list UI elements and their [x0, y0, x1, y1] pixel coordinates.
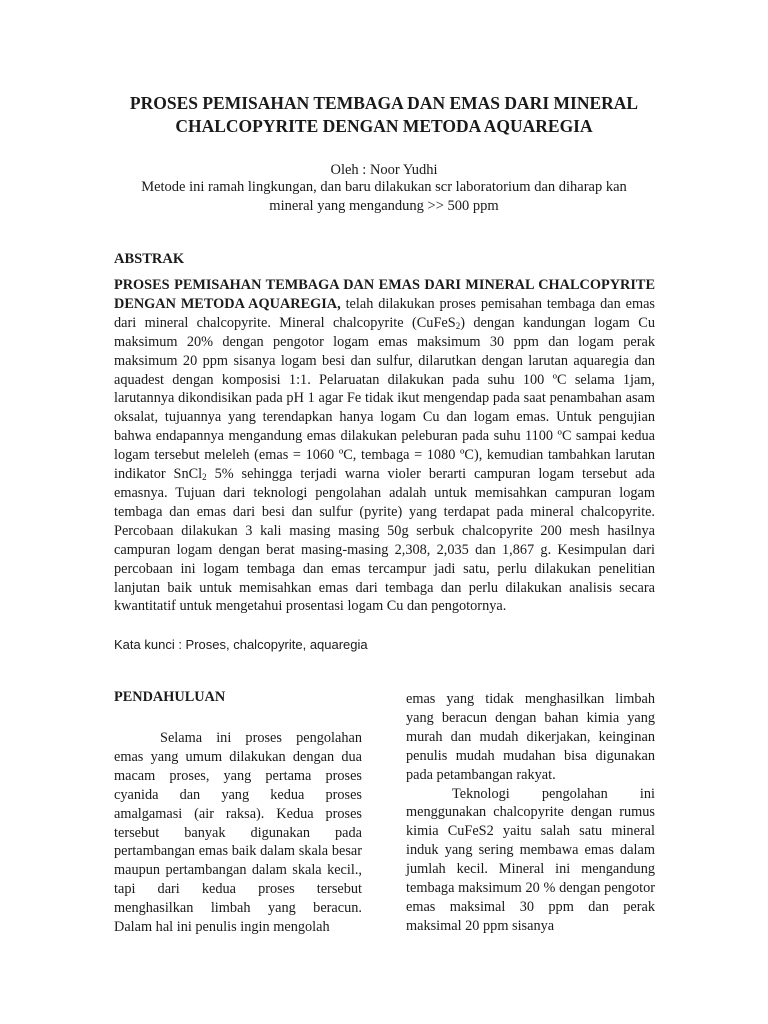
abstract-text-1: telah dilakukan proses pemisahan tembaga dan emas dari mineral chalcopyrite. Mineral chalcopyrite (CuFeS — [114, 295, 655, 331]
title-line-1: PROSES PEMISAHAN TEMBAGA DAN EMAS DARI MINERAL — [129, 93, 639, 113]
paper-title — [100, 92, 668, 138]
abstract-lead: PROSES PEMISAHAN TEMBAGA DAN EMAS DARI MINERAL CHALCOPYRITE DENGAN METODA AQUAREGIA, — [114, 277, 655, 312]
section-heading-pendahuluan: PENDAHULUAN — [114, 689, 226, 705]
abstract-body — [114, 276, 655, 616]
left-column — [114, 688, 362, 937]
author-line: Oleh : Noor Yudhi — [330, 162, 438, 178]
title-line-2: CHALCOPYRITE DENGAN METODA AQUAREGIA — [175, 116, 593, 136]
keywords: Kata kunci : Proses, chalcopyrite, aquaregia — [114, 637, 368, 652]
abstract-heading: ABSTRAK — [114, 251, 185, 267]
right-column — [406, 690, 655, 936]
abstract-text-3: 5% sehingga terjadi warna violer berarti campuran logam tersebut ada emasnya. Tujuan dari teknologi pengolahan adalah untuk memisahkan campuran logam tembaga dan emas dari besi dan sulfur (pyrite) yang terdapat pada mineral chalcopyrite. Percobaan dilakukan 3 kali masing masing 50g serbuk chalcopyrite 200 mesh hasilnya campuran logam dengan berat masing-masing 2,308, 2,035 dan 1,867 g. Kesimpulan dari percobaan ini logam tembaga dan emas tercampur jadi satu, perlu dilakukan penelitian lanjutan baik untuk memisahkan emas dari tembaga dan perlu dilakukan analisis secara kwantitatif untuk mengetahui prosentasi logam Cu dan pengotornya. — [114, 466, 655, 615]
author-note: Metode ini ramah lingkungan, dan baru dilakukan scr laboratorium dan diharap kan mineral yang mengandung >> 500 ppm — [141, 179, 627, 214]
subscript-2: 2 — [455, 320, 461, 331]
subscript-2b: 2 — [202, 472, 207, 483]
intro-paragraph-3: Teknologi pengolahan ini menggunakan chalcopyrite dengan rumus kimia CuFeS2 yaitu salah satu mineral induk yang sering membawa emas dalam jumlah kecil. Mineral ini mengandung tembaga maksimum 20 % dengan pengotor emas maksimal 30 ppm dan perak maksimal 20 ppm sisanya — [406, 785, 655, 934]
abstract-text-2: ) dengan kandungan logam Cu maksimum 20% dengan pengotor logam emas maksimum 30 ppm dan logam perak maksimum 20 ppm sisanya logam besi dan sulfur, dilarutkan dengan larutan aquaregia dan aquadest dengan komposisi 1:1. Pelaruatan dilakukan pada suhu 100 ºC selama 1jam, larutannya dikondisikan pada pH 1 agar Fe tidak ikut mengendap pada saat penambahan asam oksalat, tujuannya yang terendapkan hanya logam Cu dan logam emas. Untuk pengujian bahwa endapannya mengandung emas dilakukan peleburan pada suhu 1100 ºC sampai kedua logam tersebut meleleh (emas = 1060 ºC, tembaga = 1080 ºC), kemudian tambahkan larutan indikator SnCl — [114, 314, 655, 483]
intro-paragraph-2: emas yang tidak menghasilkan limbah yang beracun dengan bahan kimia yang murah dan mudah dikerjakan, keinginan penulis mudah mudahan bisa digunakan pada petambangan rakyat. — [406, 691, 655, 783]
intro-paragraph-1: Selama ini proses pengolahan emas yang umum dilakukan dengan dua macam proses, yang pertama proses cyanida dan yang kedua proses amalgamasi (air raksa). Kedua proses tersebut banyak digunakan pada pertambangan emas baik dalam skala besar maupun pertambangan dalam skala kecil., tapi dari kedua proses tersebut menghasilkan limbah yang beracun. Dalam hal ini penulis ingin mengolah — [114, 730, 362, 936]
